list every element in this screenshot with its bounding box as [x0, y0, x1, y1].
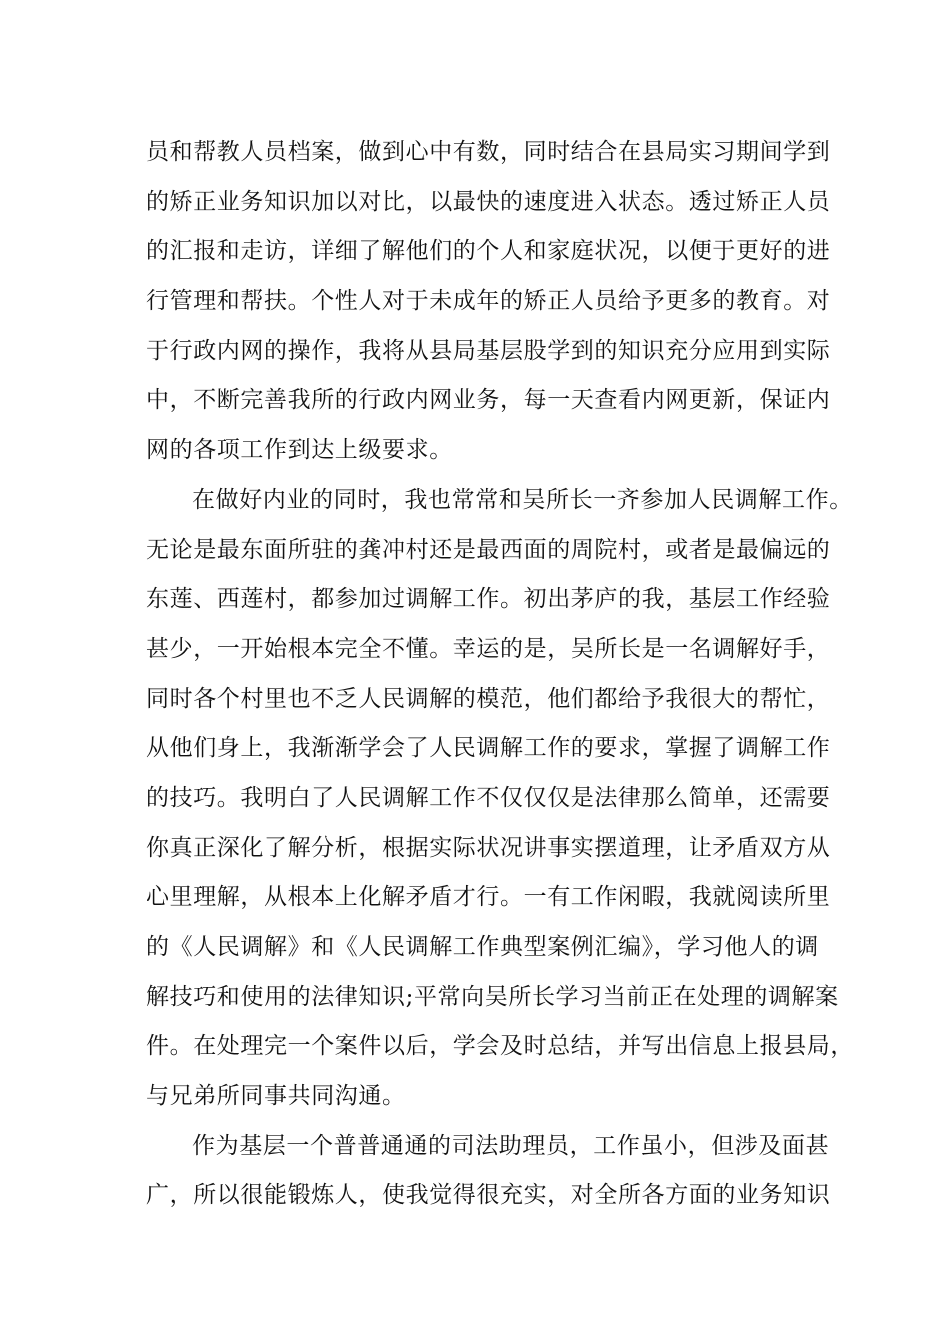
text-line: 于行政内网的操作，我将从县局基层股学到的知识充分应用到实际 [146, 337, 831, 364]
text-line: 的《人民调解》和《人民调解工作典型案例汇编》，学习他人的调 [146, 934, 819, 960]
text-line: 的矫正业务知识加以对比，以最快的速度进入状态。透过矫正人员 [146, 188, 831, 215]
text-line: 的技巧。我明白了人民调解工作不仅仅仅是法律那么简单，还需要 [146, 784, 831, 811]
text-line: 从他们身上，我渐渐学会了人民调解工作的要求，掌握了调解工作 [146, 735, 831, 762]
paragraph [146, 476, 854, 1122]
text-line: 广，所以很能锻炼人，使我觉得很充实，对全所各方面的业务知识 [146, 1182, 831, 1209]
text-line: 甚少，一开始根本完全不懂。幸运的是，吴所长是一名调解好手， [146, 635, 831, 662]
document-body [146, 128, 854, 1221]
text-line: 与兄弟所同事共同沟通。 [146, 1083, 406, 1110]
text-line: 行管理和帮扶。个性人对于未成年的矫正人员给予更多的教育。对 [146, 288, 831, 315]
paragraph [146, 1122, 836, 1221]
text-line: 员和帮教人员档案，做到心中有数，同时结合在县局实习期间学到 [146, 139, 831, 165]
text-line: 你真正深化了解分析，根据实际状况讲事实摆道理，让矛盾双方从 [146, 834, 831, 861]
text-line: 同时各个村里也不乏人民调解的模范，他们都给予我很大的帮忙， [146, 685, 831, 712]
text-line: 作为基层一个普普通通的司法助理员，工作虽小，但涉及面甚 [192, 1132, 830, 1159]
text-line: 件。在处理完一个案件以后，学会及时总结，并写出信息上报县局， [146, 1033, 854, 1060]
text-line: 在做好内业的同时，我也常常和吴所长一齐参加人民调解工作。 [192, 486, 853, 513]
text-line: 中，不断完善我所的行政内网业务，每一天查看内网更新，保证内 [146, 387, 831, 414]
text-line: 东莲、西莲村，都参加过调解工作。初出茅庐的我，基层工作经验 [146, 586, 831, 613]
text-line: 的汇报和走访，详细了解他们的个人和家庭状况，以便于更好的进 [146, 238, 831, 265]
text-line: 网的各项工作到达上级要求。 [146, 437, 453, 464]
paragraph [146, 128, 836, 476]
text-line: 心里理解，从根本上化解矛盾才行。一有工作闲暇，我就阅读所里 [146, 884, 831, 911]
text-line: 解技巧和使用的法律知识;平常向吴所长学习当前正在处理的调解案 [146, 983, 839, 1010]
text-line: 无论是最东面所驻的龚冲村还是最西面的周院村，或者是最偏远的 [146, 536, 831, 563]
